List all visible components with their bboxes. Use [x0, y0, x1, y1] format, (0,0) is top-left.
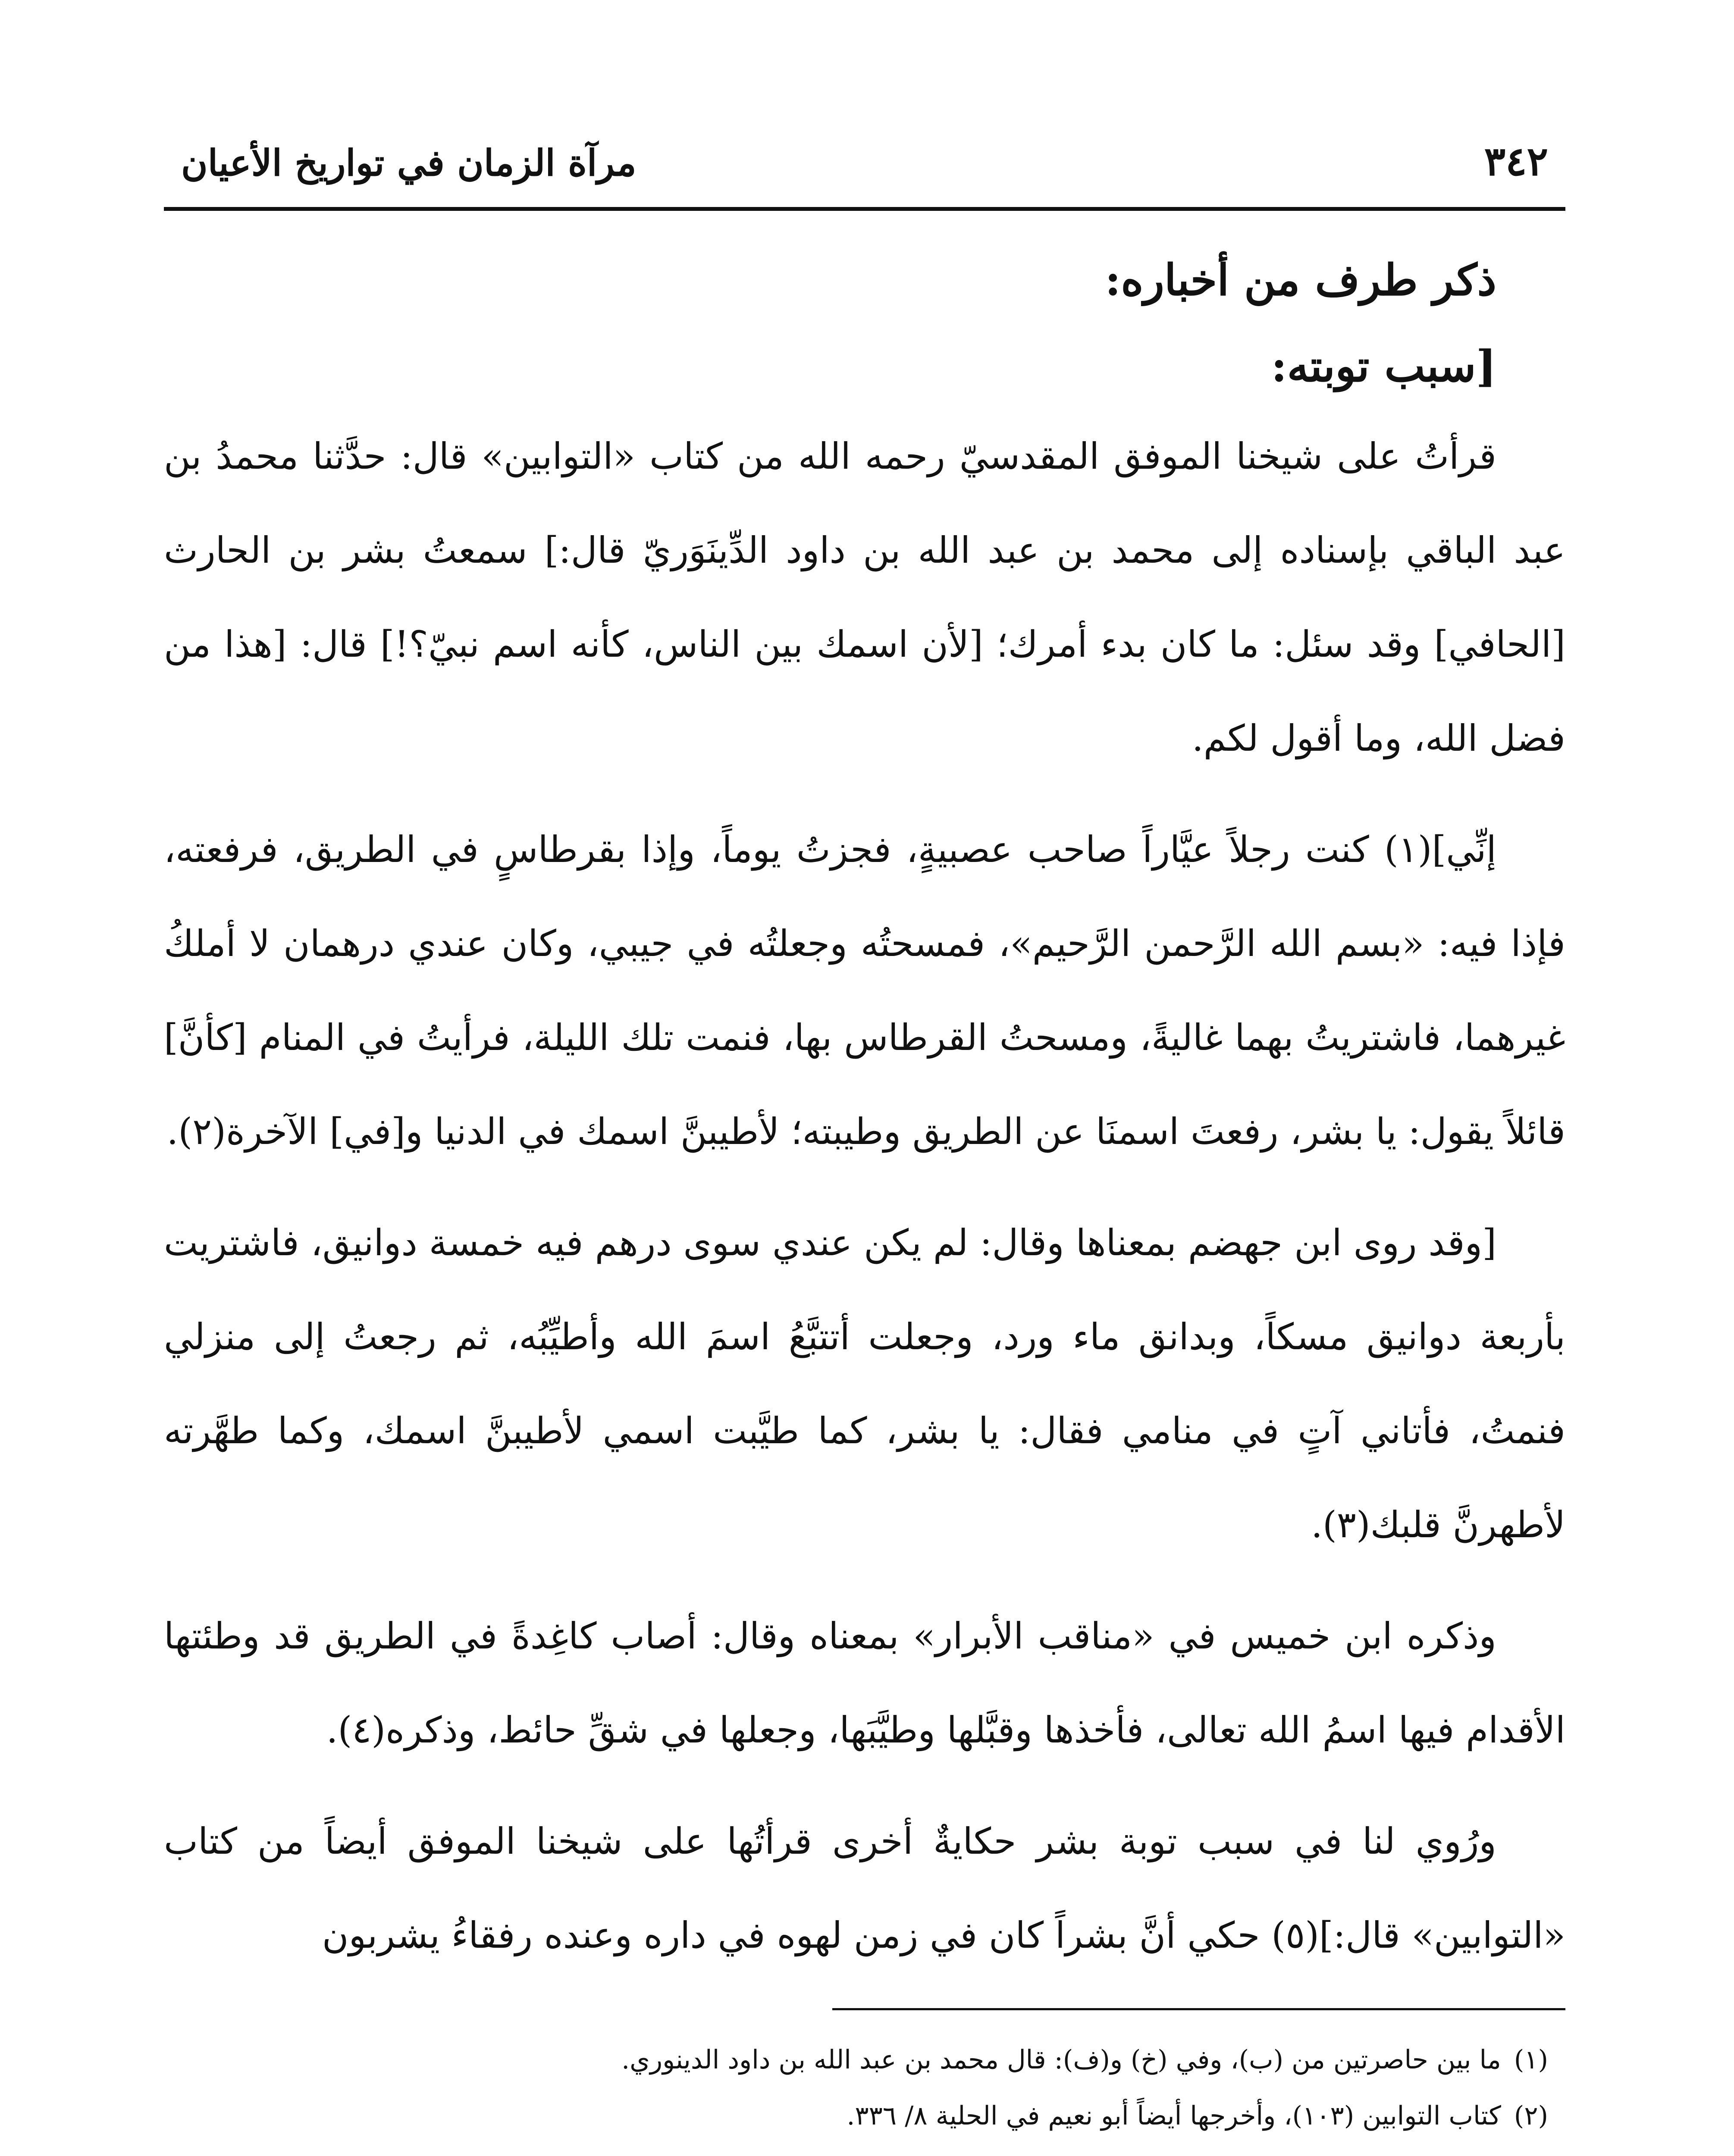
- footnote-text: كتاب التوابين (١٠٣)، وأخرجها أيضاً أبو نعيم في الحلية ٨/ ٣٣٦.: [847, 2101, 1501, 2131]
- paragraph: ورُوي لنا في سبب توبة بشر حكايةٌ أخرى قرأتُها على شيخنا الموفق أيضاً من كتاب «التوابين» قال:](٥) حكي أنَّ بشراً كان في زمن لهوه في داره وعنده رفقاءُ يشربون: [164, 1820, 1565, 1956]
- subsection-heading: [سبب توبته:: [1271, 341, 1496, 392]
- running-header: [164, 129, 1565, 211]
- paragraph: [وقد روى ابن جهضم بمعناها وقال: لم يكن عندي سوى درهم فيه خمسة دوانيق، فاشتريت بأربعة دوانيق مسكاً، وبدانق ماء ورد، وجعلت أتتبَّعُ اسمَ الله وأطيِّبُه، ثم رجعتُ إلى منزلي فنمتُ، فأتاني آتٍ في منامي فقال: يا بشر، كما طيَّبت اسمي لأطيبنَّ اسمك، وكما طهَّرته لأطهرنَّ قلبك(٣).: [164, 1222, 1565, 1546]
- footnote: [164, 2144, 1565, 2156]
- footnote-text: ما بين حاصرتين من (ب)، وفي (خ) و(ف): قال محمد بن عبد الله بن داود الدينوري.: [621, 2045, 1501, 2075]
- footnote-number: (١): [1514, 2045, 1548, 2075]
- footnote-text: [164, 2144, 1501, 2156]
- paragraph: وذكره ابن خميس في «مناقب الأبرار» بمعناه وقال: أصاب كاغِدةً في الطريق قد وطئتها الأقدام فيها اسمُ الله تعالى، فأخذها وقبَّلها وطيَّبَها، وجعلها في شقِّ حائط، وذكره(٤).: [164, 1615, 1565, 1751]
- book-page: [164, 129, 1565, 2156]
- footnote-number: (٢): [1514, 2101, 1548, 2131]
- paragraph: إنِّي](١) كنت رجلاً عيَّاراً صاحب عصبيةٍ، فجزتُ يوماً، وإذا بقرطاسٍ في الطريق، فرفعته، فإذا فيه: «بسم الله الرَّحمن الرَّحيم»، فمسحتُه وجعلتُه في جيبي، وكان عندي درهمان لا أملكُ غيرهما، فاشتريتُ بهما غاليةً، ومسحتُ القرطاس بها، فنمت تلك الليلة، فرأيتُ في المنام [كأنَّ] قائلاً يقول: يا بشر، رفعتَ اسمنَا عن الطريق وطيبته؛ لأطيبنَّ اسمك في الدنيا و[في] الآخرة(٢).: [164, 828, 1565, 1153]
- footnote: [164, 2088, 1565, 2144]
- footnote-divider: [832, 2008, 1565, 2010]
- footnote: [164, 2032, 1565, 2088]
- paragraph: قرأتُ على شيخنا الموفق المقدسيّ رحمه الله من كتاب «التوابين» قال: حدَّثنا محمدُ بن عبد الباقي بإسناده إلى محمد بن عبد الله بن داود الدِّينَوَريّ قال:] سمعتُ بشر بن الحارث [الحافي] وقد سئل: ما كان بدء أمرك؛ [لأن اسمك بين الناس، كأنه اسم نبيّ؟!] قال: [هذا من فضل الله، وما أقول لكم.: [164, 435, 1565, 759]
- book-title: مرآة الزمان في تواريخ الأعيان: [181, 141, 637, 184]
- page-number: ٣٤٢: [1484, 138, 1548, 185]
- section-heading: ذكر طرف من أخباره:: [1105, 254, 1496, 305]
- footnote-number: [1501, 2144, 1548, 2156]
